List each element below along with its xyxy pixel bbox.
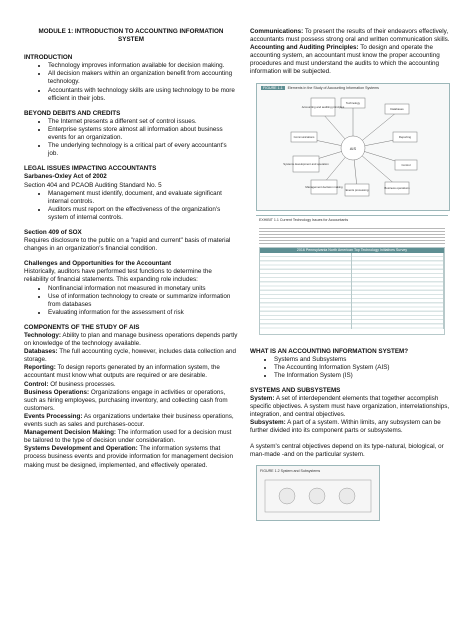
sox409-heading: Section 409 of SOX bbox=[24, 228, 82, 236]
component-business-operations: Business Operations: Organizations engage in activities or operations, such as hiring employees, purchasing inventory, and collecting cash from customers. bbox=[24, 388, 228, 412]
left-column bbox=[24, 28, 238, 470]
component-technology: Technology: Ability to plan and manage business operations depends partly on knowledge of the technology available. bbox=[24, 332, 238, 348]
system-definition: System: A set of interdependent elements that together accomplish specific objectives. A system must have organization, interrelationships, integration, and central objectives. bbox=[250, 395, 450, 419]
module-title-line1: MODULE 1: INTRODUCTION TO ACCOUNTING INFORMATION bbox=[38, 28, 224, 35]
introduction-heading: INTRODUCTION bbox=[24, 54, 73, 62]
list-item: • Accountants with technology skills are using technology to be more efficient in their jobs. bbox=[48, 87, 238, 103]
ais-center-label: AIS bbox=[349, 145, 357, 151]
ais-diagram bbox=[257, 84, 449, 210]
legal-list bbox=[24, 190, 238, 222]
what-is-ais-heading: WHAT IS AN ACCOUNTING INFORMATION SYSTEM? bbox=[250, 347, 409, 355]
what-is-ais-list bbox=[250, 356, 456, 380]
introduction-list bbox=[24, 62, 238, 102]
list-item: • Systems and Subsystems bbox=[274, 356, 456, 364]
systems-heading: SYSTEMS AND SUBSYSTEMS bbox=[250, 386, 341, 394]
node-principles: Accounting and auditing principles bbox=[301, 104, 345, 109]
legal-heading: LEGAL ISSUES IMPACTING ACCOUNTANTS bbox=[24, 165, 157, 173]
challenges-text: Historically, auditors have performed test functions to determine the reliability of financial statements. This expanding role includes: bbox=[24, 268, 212, 284]
list-item: • Nonfinancial information not measured in monetary units bbox=[48, 285, 238, 293]
figure1-caption: FIGURE 1.1 Elements in the Study of Accounting Information Systems bbox=[263, 85, 379, 90]
figure2-caption: FIGURE 1.2 System and Subsystems bbox=[260, 468, 321, 473]
module-title-line2: SYSTEM bbox=[118, 36, 144, 44]
component-databases: Databases: The full accounting cycle, however, includes data collection and storage. bbox=[24, 348, 237, 364]
component-reporting: Reporting: To design reports generated by an information system, the accountant must know what outputs are required or are desirable. bbox=[24, 364, 220, 380]
node-technology: Technology bbox=[345, 100, 361, 105]
right-column bbox=[250, 28, 456, 521]
module-title bbox=[24, 28, 238, 44]
list-item: • Management must identify, document, and evaluate significant internal controls. bbox=[48, 190, 238, 206]
node-reporting: Reporting bbox=[398, 134, 412, 139]
node-management: Management decision making bbox=[305, 184, 343, 189]
list-item: • The Internet presents a different set of control issues. bbox=[48, 118, 238, 126]
section-404-line: Section 404 and PCAOB Auditing Standard No. 5 bbox=[24, 181, 162, 189]
principles-paragraph: Accounting and Auditing Principles: To design and operate the accounting system, an accountant must know the proper accounting procedures and must understand the audits to which the accounting information will be subjected. bbox=[250, 44, 440, 76]
node-communications: Communications bbox=[293, 134, 315, 139]
exhibit-table-header: 2016 Pennsylvania North American Top Technology Initiatives Survey bbox=[260, 248, 444, 253]
sox409-text: Requires disclosure to the public on a "rapid and current" basis of material changes in an organization's financial condition. bbox=[24, 237, 231, 253]
component-control: Control: Of business processes. bbox=[24, 380, 116, 388]
debits-list bbox=[24, 118, 238, 158]
figure-ais-elements bbox=[256, 83, 450, 211]
exhibit-table bbox=[259, 247, 445, 335]
exhibit-text-block bbox=[259, 226, 445, 244]
communications-paragraph: Communications: To present the results of their endeavors effectively, accountants must possess strong oral and written communication skills. bbox=[250, 28, 450, 44]
list-item: • All decision makers within an organization benefit from accounting technology. bbox=[48, 70, 238, 86]
component-management-decision: Management Decision Making: The information used for a decision must be tailored to the type of decision under consideration. bbox=[24, 429, 232, 445]
node-events-processing: Events processing bbox=[345, 187, 369, 192]
debits-heading: BEYOND DEBITS AND CREDITS bbox=[24, 109, 121, 117]
list-item: • The underlying technology is a critical part of every accountant's job. bbox=[48, 142, 238, 158]
challenges-list bbox=[24, 285, 238, 317]
component-events-processing: Events Processing: As organizations undertake their business operations, events such as sales and purchases-occur. bbox=[24, 412, 234, 429]
system-objectives-text: A system's central objectives depend on its type-natural, biological, or man-made -and on the particular system. bbox=[250, 442, 444, 458]
list-item: • Auditors must report on the effectiveness of the organization's system of internal controls. bbox=[48, 206, 238, 222]
list-item: • Technology improves information available for decision making. bbox=[48, 62, 238, 70]
list-item: • Enterprise systems store almost all information about business events for an organization. bbox=[48, 126, 238, 142]
challenges-heading: Challenges and Opportunities for the Accountant bbox=[24, 260, 172, 268]
list-item: • Evaluating information for the assessment of risk bbox=[48, 309, 238, 317]
exhibit-technology-issues bbox=[256, 215, 448, 340]
node-databases: Databases bbox=[390, 106, 404, 111]
node-business-operations: Business operations bbox=[384, 185, 410, 190]
component-systems-development: Systems Development and Operation: The information systems that process business events and provide information for management decision making must be designed, implemented, and effectively operated. bbox=[24, 445, 233, 469]
components-heading: COMPONENTS OF THE STUDY OF AIS bbox=[24, 323, 140, 331]
node-systems-development: Systems development and operation bbox=[283, 161, 329, 166]
subsystem-definition: Subsystem: A part of a system. Within limits, any subsystem can be further divided into its component parts or subsystems. bbox=[250, 419, 441, 435]
subsystems-diagram bbox=[257, 474, 379, 520]
list-item: • Use of information technology to create or summarize information from databases bbox=[48, 293, 238, 309]
list-item: • The Information System (IS) bbox=[274, 372, 456, 380]
sox-subheading: Sarbanes-Oxley Act of 2002 bbox=[24, 173, 107, 181]
node-control: Control bbox=[401, 162, 411, 167]
exhibit-caption: EXHIBIT 1.1 Current Technology Issues for Accountants bbox=[259, 217, 349, 222]
figure-system-subsystems bbox=[256, 465, 380, 521]
list-item: • The Accounting Information System (AIS) bbox=[274, 364, 456, 372]
